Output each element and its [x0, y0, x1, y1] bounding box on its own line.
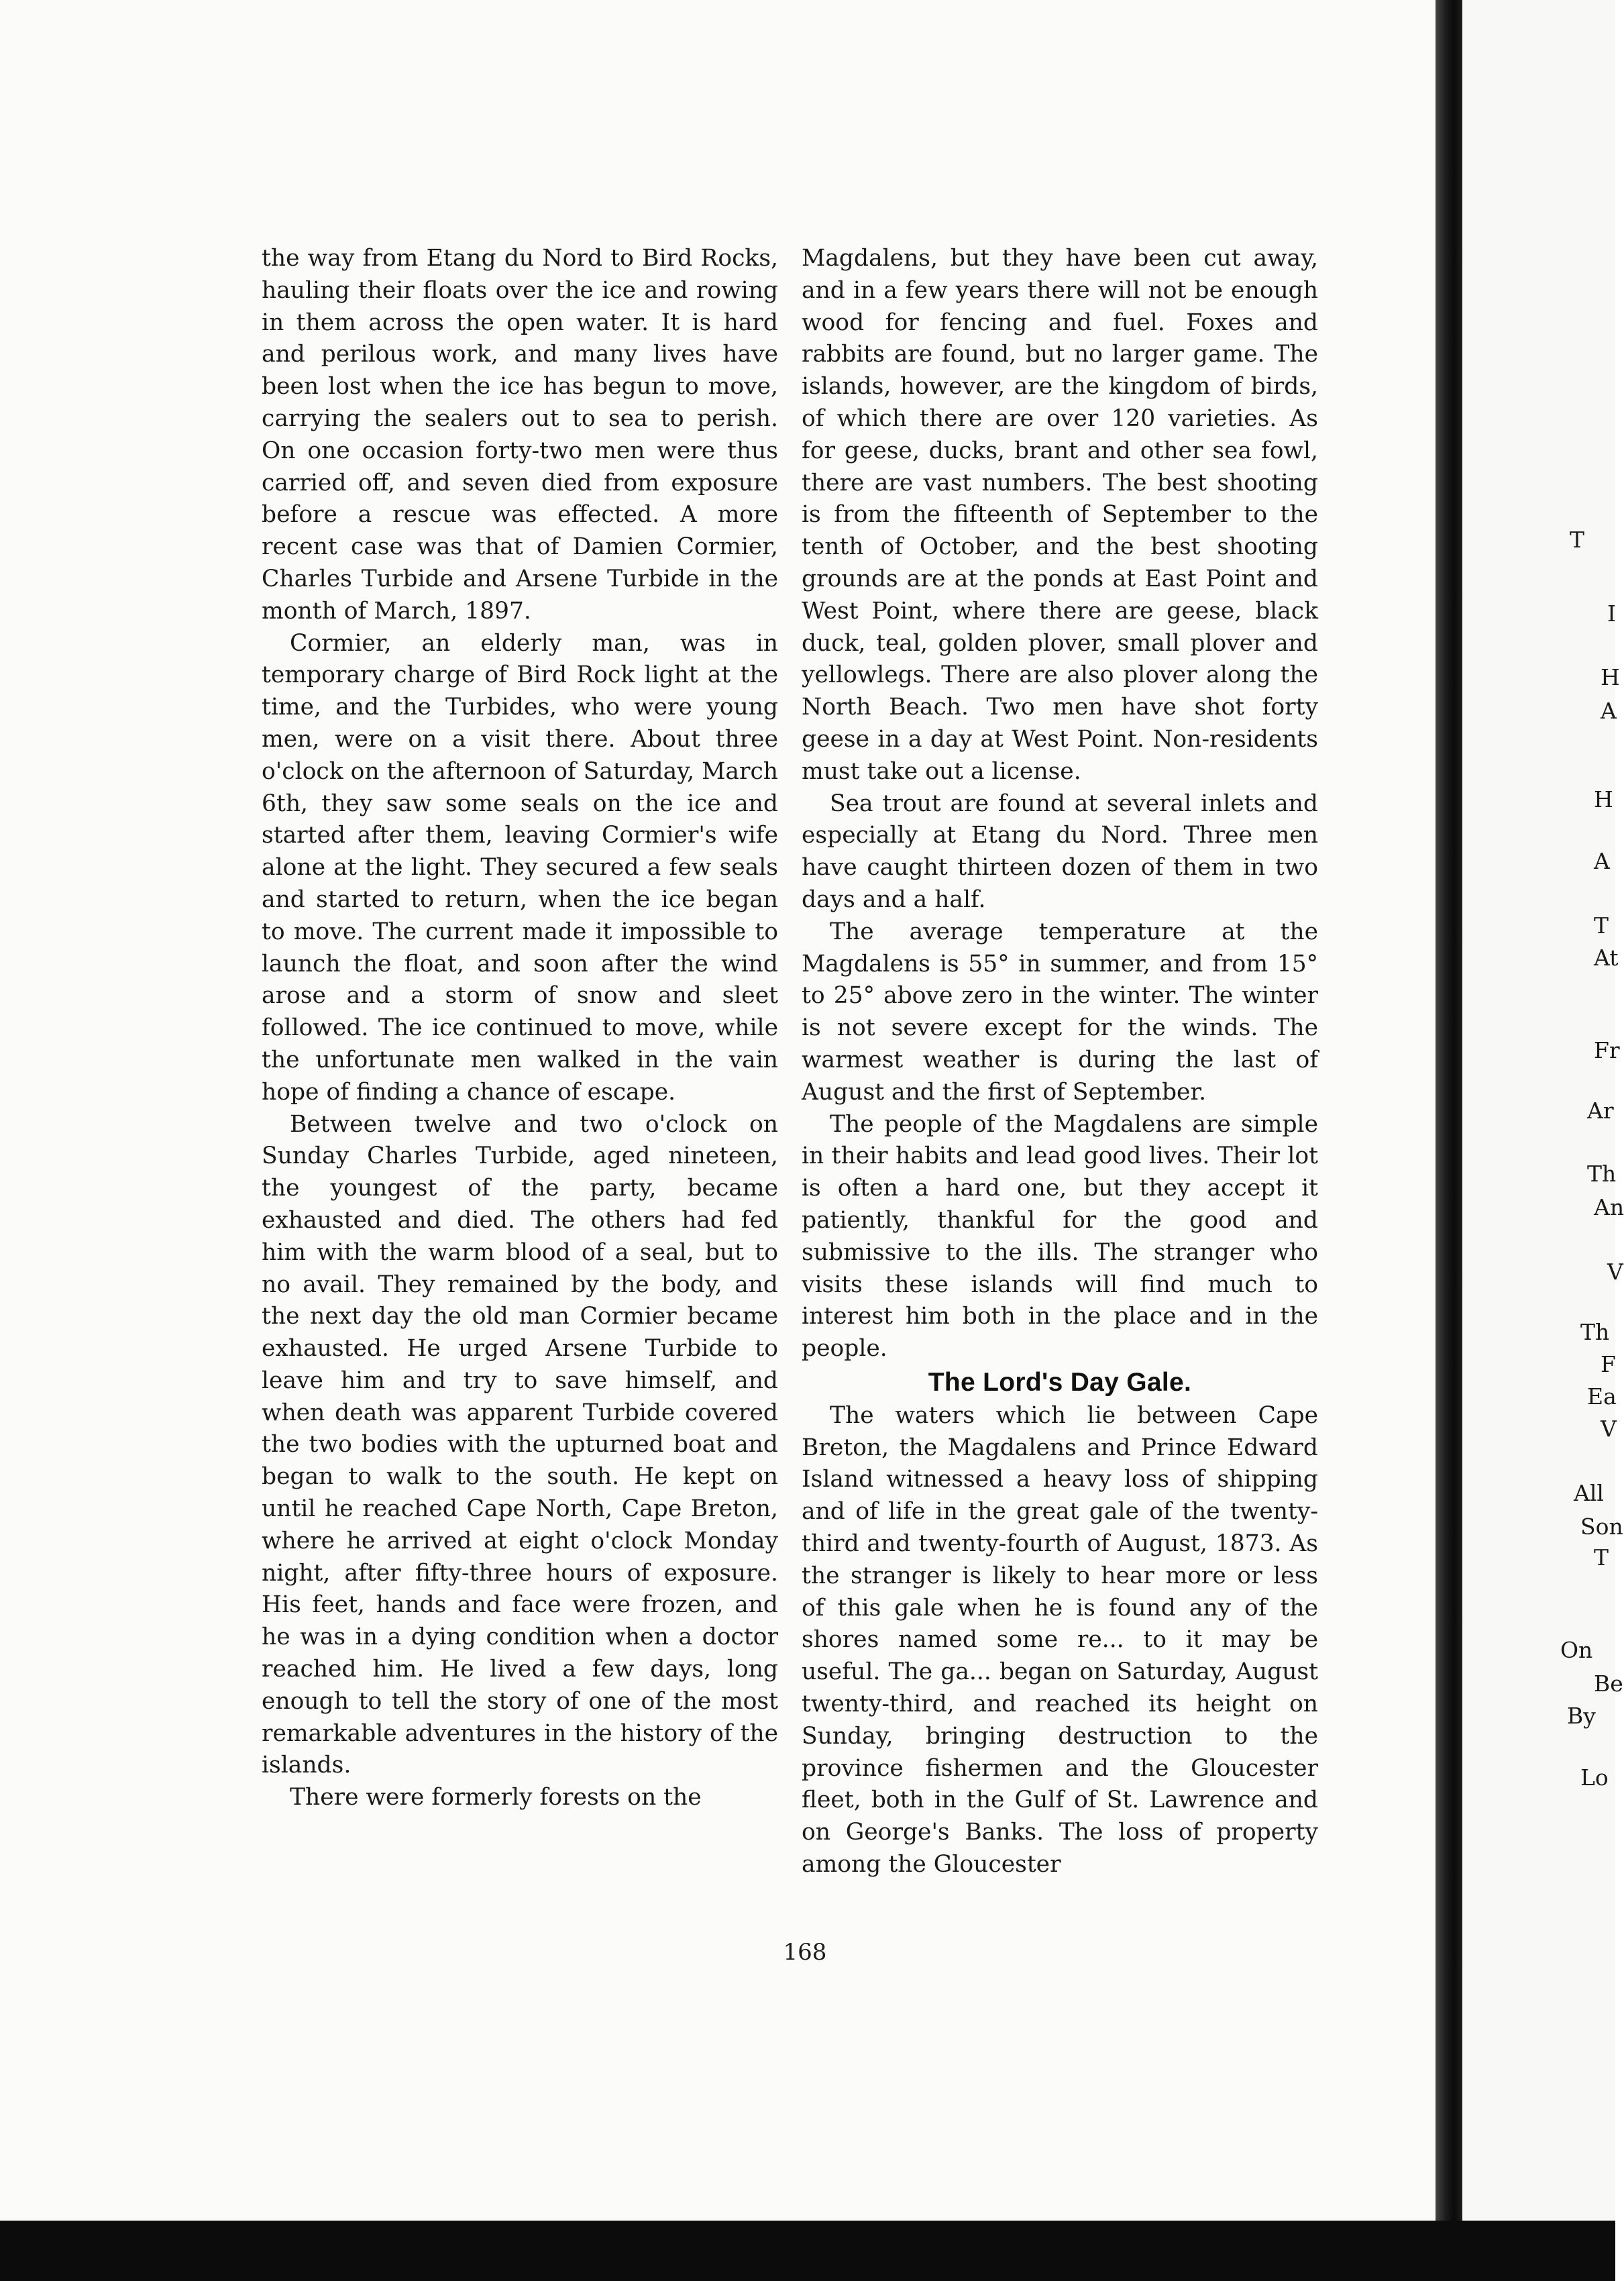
facing-page-fragment: V — [1607, 1259, 1623, 1285]
facing-page-edge — [1462, 0, 1624, 2281]
scan-border — [0, 2221, 1615, 2281]
paragraph: The waters which lie between Cape Breton, the Magdalens and Prince Edward Island witnessed a heavy loss of shipping and of life in the great gale of the twenty-third and twenty-fourth of August, 1873. As the stranger is likely to hear more or less of this gale when he is found any of the shores named some re... to it may be useful. The ga... began on Saturday, August twenty-third, and reached its height on Sunday, bringing destruction to the province fishermen and the Gloucester fleet, both in the Gulf of St. Lawrence and on George's Banks. The loss of property among the Gloucester — [802, 1401, 1318, 1878]
facing-page-fragment: H — [1594, 786, 1613, 812]
facing-page-fragment: Th — [1580, 1319, 1610, 1345]
facing-page-fragment: Ar — [1587, 1098, 1614, 1124]
paragraph: Cormier, an elderly man, was in temporary charge of Bird Rock light at the time, and the Turbides, who were young men, were on a visit there. About three o'clock on the afternoon of Saturday, March 6th, they saw some seals on the ice and started after them, leaving Cormier's wife alone at the light. They secured a few seals and started to return, when the ice began to move. The current made it impossible to launch the float, and soon after the wind arose and a storm of snow and sleet followed. The ice continued to move, while the unfortunate men walked in the vain hope of finding a chance of escape. — [262, 629, 778, 1106]
right-text-column — [802, 243, 1318, 1881]
paragraph: There were formerly forests on the — [290, 1784, 702, 1811]
facing-page-fragment: An — [1594, 1194, 1624, 1220]
facing-page-fragment: A — [1594, 848, 1610, 874]
facing-page-fragment: Be — [1594, 1670, 1623, 1697]
paragraph: Sea trout are found at several inlets and especially at Etang du Nord. Three men have caught thirteen dozen of them in two days and a half. — [802, 790, 1318, 913]
facing-page-fragment: A — [1601, 698, 1617, 724]
facing-page-fragment: I — [1607, 600, 1617, 627]
facing-page-fragment: Th — [1587, 1161, 1617, 1187]
section-heading: The Lord's Day Gale. — [928, 1367, 1192, 1397]
paragraph: The people of the Magdalens are simple in their habits and lead good lives. Their lot is often a hard one, but they accept it patiently, thankful for the good and submissive to the ills. The stranger who visits these islands will find much to interest him both in the place and in the people. — [802, 1110, 1318, 1363]
facing-page-fragment: T — [1594, 1544, 1609, 1571]
book-spine-shadow — [1436, 0, 1462, 2281]
facing-page-fragment: F — [1601, 1351, 1616, 1377]
facing-page-fragment: All — [1574, 1480, 1604, 1506]
facing-page-fragment: Fr — [1594, 1037, 1620, 1063]
facing-page-fragment: T — [1594, 912, 1609, 939]
paragraph: the way from Etang du Nord to Bird Rocks, hauling their floats over the ice and rowing in them across the open water. It is hard and perilous work, and many lives have been lost when the ice has begun to move, carrying the sealers out to sea to perish. On one occasion forty-two men were thus carried off, and seven died from exposure before a rescue was effected. A more recent case was that of Damien Cormier, Charles Turbide and Arsene Turbide in the month of March, 1897. — [262, 245, 778, 625]
paragraph: Magdalens, but they have been cut away, and in a few years there will not be enough wood for fencing and fuel. Foxes and rabbits are found, but no larger game. The islands, however, are the kingdom of birds, of which there are over 120 varieties. As for geese, ducks, brant and other sea fowl, there are vast numbers. The best shooting is from the fifteenth of September to the tenth of October, and the best shooting grounds are at the ponds at East Point and West Point, where there are geese, black duck, teal, golden plover, small plover and yellowlegs. There are also plover along the North Beach. Two men have shot forty geese in a day at West Point. Non-residents must take out a license. — [802, 245, 1318, 785]
facing-page-fragment: Lo — [1580, 1764, 1609, 1791]
facing-page-fragment: By — [1567, 1703, 1596, 1729]
facing-page-fragment: Ea — [1587, 1383, 1617, 1410]
facing-page-fragment: On — [1560, 1637, 1593, 1663]
left-text-column — [262, 243, 778, 1814]
facing-page-fragment: At — [1594, 945, 1619, 971]
facing-page-fragment: T — [1570, 527, 1585, 553]
page-number: 168 — [783, 1939, 827, 1966]
facing-page-fragment: H — [1601, 664, 1620, 690]
paragraph: The average temperature at the Magdalens is 55° in summer, and from 15° to 25° above zero in the winter. The winter is not severe except for the winds. The warmest weather is during the last of August and the first of September. — [802, 918, 1318, 1106]
facing-page-fragment: V — [1601, 1416, 1617, 1442]
facing-page-fragment: Son — [1580, 1514, 1623, 1540]
paragraph: Between twelve and two o'clock on Sunday Charles Turbide, aged nineteen, the youngest of the party, became exhausted and died. The others had fed him with the warm blood of a seal, but to no avail. They remained by the body, and the next day the old man Cormier became exhausted. He urged Arsene Turbide to leave him and try to save himself, and when death was apparent Turbide covered the two bodies with the upturned boat and began to walk to the south. He kept on until he reached Cape North, Cape Breton, where he arrived at eight o'clock Monday night, after fifty-three hours of exposure. His feet, hands and face were frozen, and he was in a dying condition when a doctor reached him. He lived a few days, long enough to tell the story of one of the most remarkable adventures in the history of the islands. — [262, 1110, 778, 1779]
